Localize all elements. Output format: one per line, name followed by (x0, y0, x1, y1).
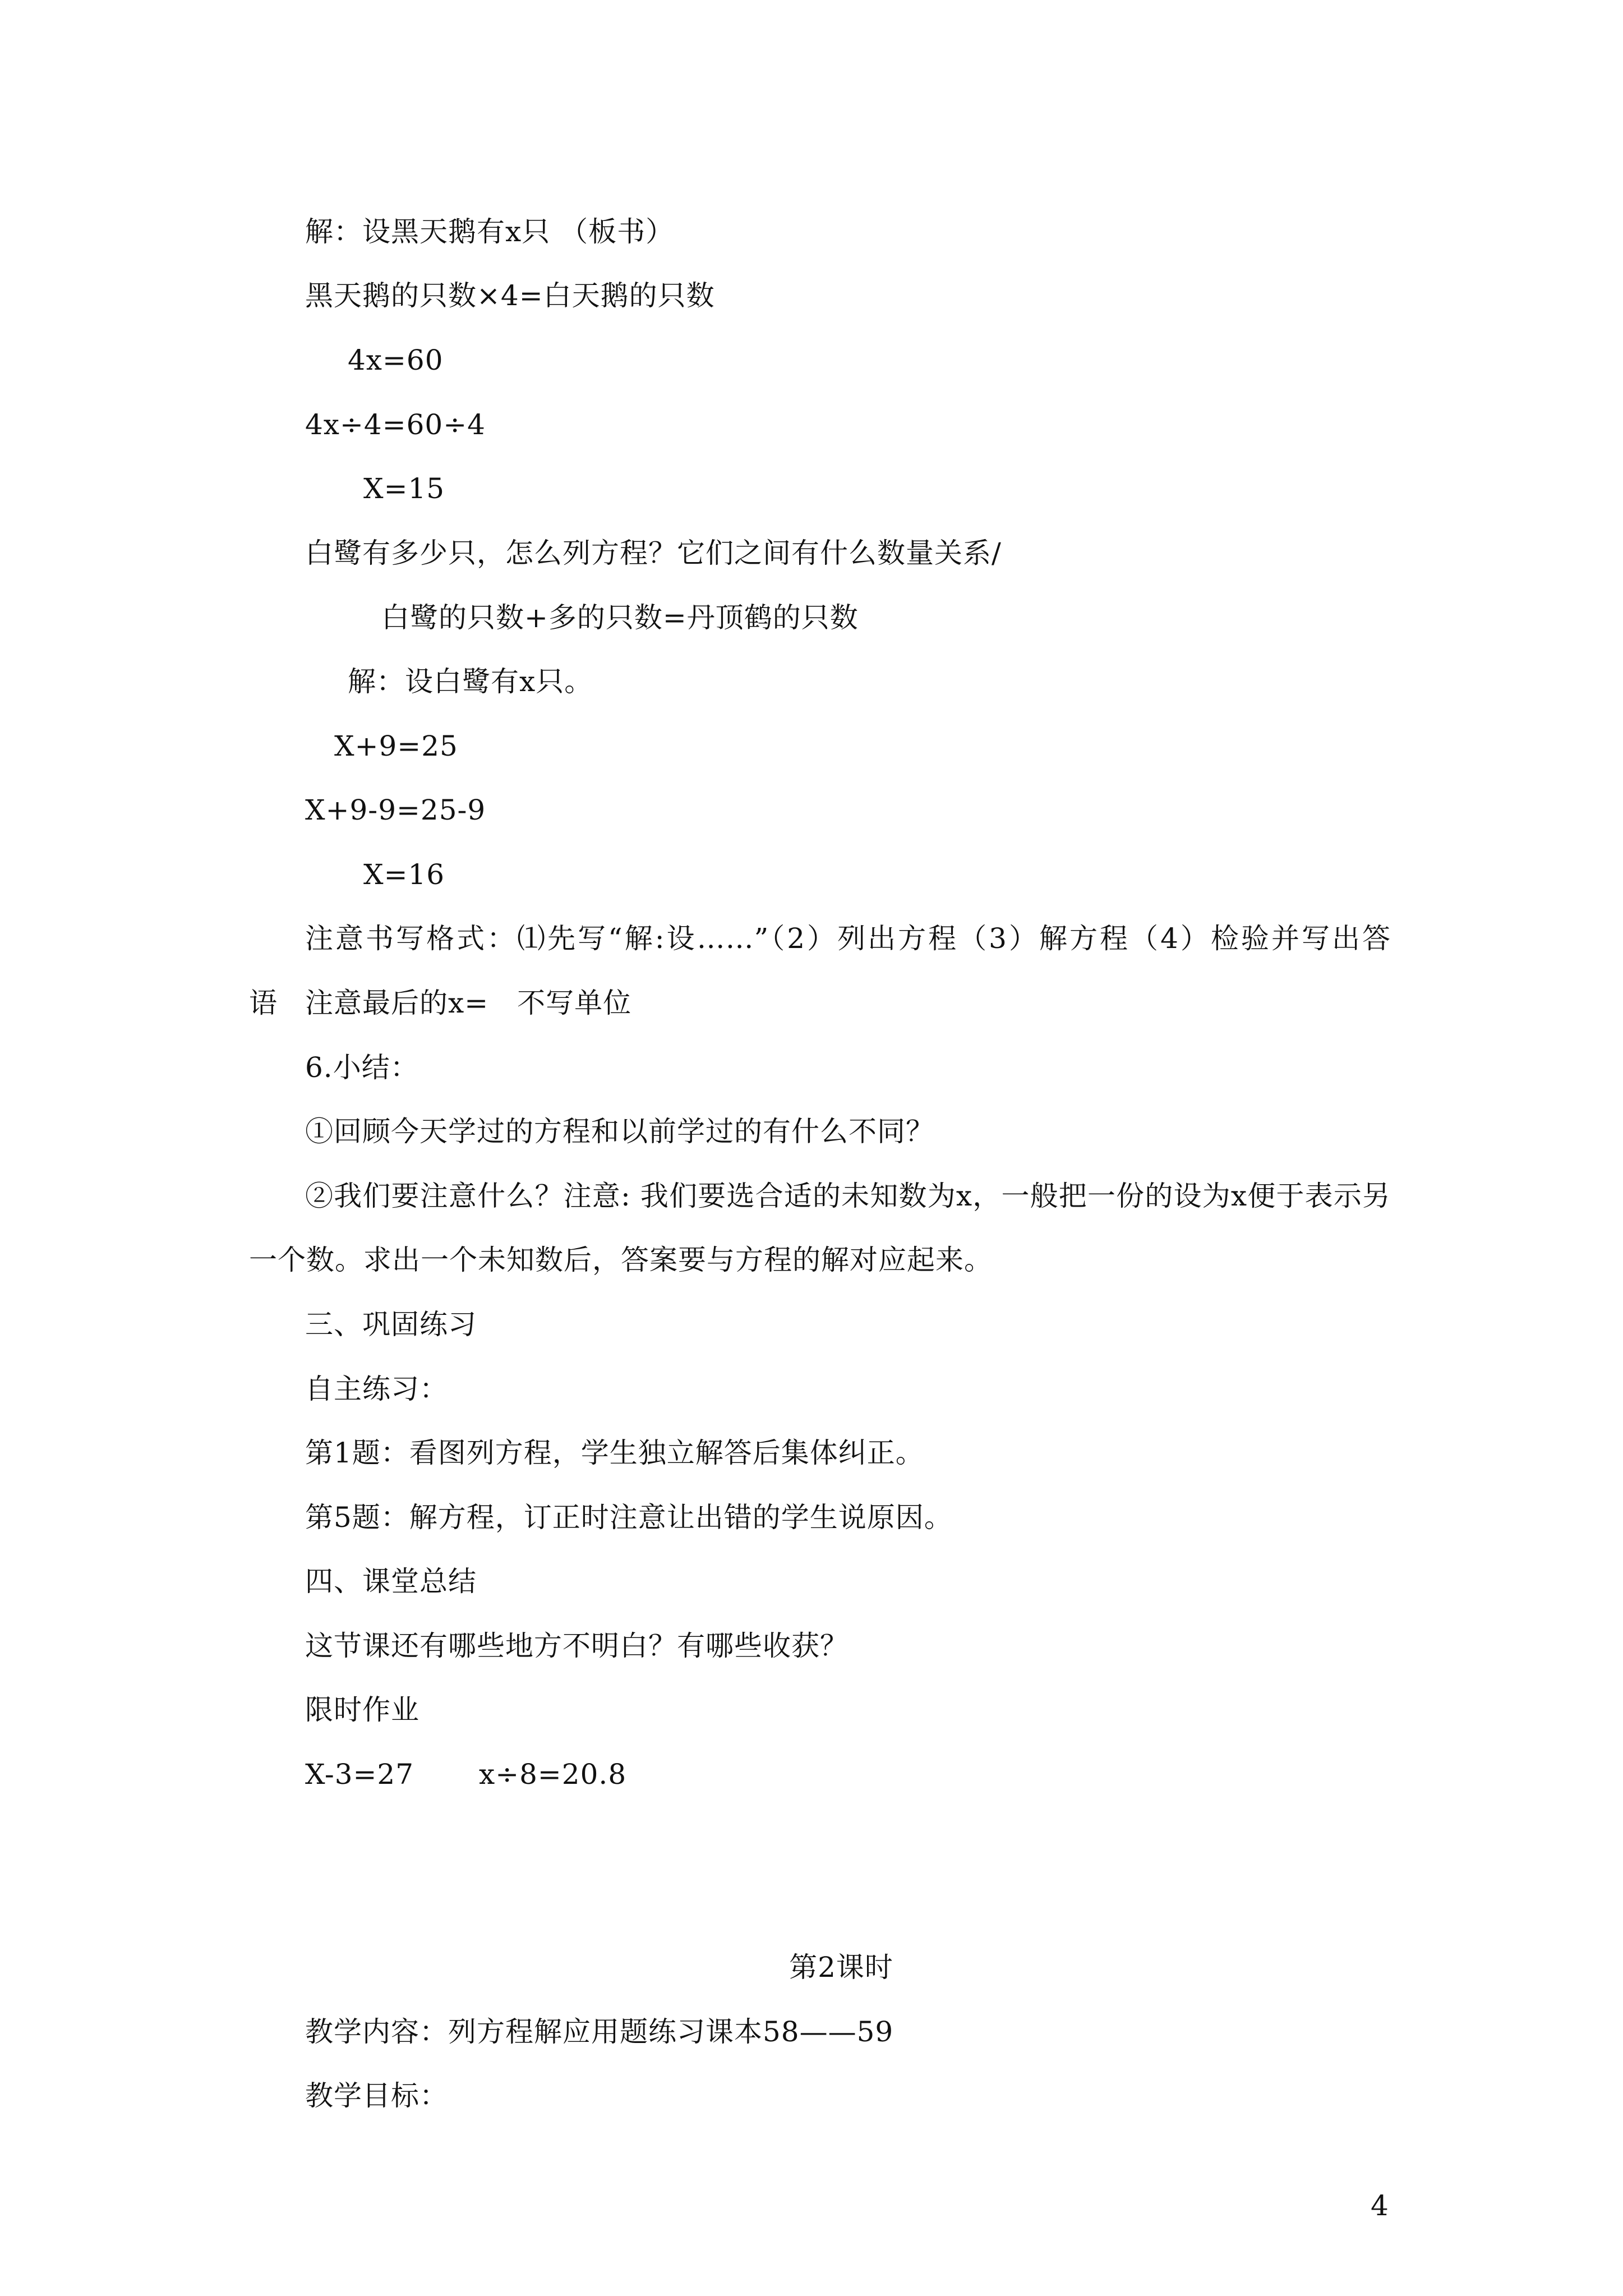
equation-line: X=15 (363, 472, 445, 505)
text-line: 限时作业 (305, 1694, 419, 1726)
text-line: ②我们要注意什么？注意: 我们要选合适的未知数为x，一般把一份的设为x便于表示另 (305, 1180, 1391, 1212)
text-line: 第1题：看图列方程，学生独立解答后集体纠正。 (305, 1437, 924, 1469)
equation-line: 4x÷4=60÷4 (305, 408, 486, 441)
section-heading: 四、课堂总结 (305, 1565, 477, 1598)
text-line: 白鹭有多少只，怎么列方程？它们之间有什么数量关系/ (305, 537, 1002, 569)
equation-line: X+9=25 (334, 730, 458, 762)
text-line: 注意最后的x= 不写单位 (305, 987, 632, 1019)
text-line-wrap: 语 (249, 987, 278, 1019)
page-number: 4 (1371, 2189, 1389, 2222)
equation-line: 4x=60 (348, 344, 444, 376)
text-line: 黑天鹅的只数×4=白天鹅的只数 (305, 279, 715, 312)
equation-line: x÷8=20.8 (479, 1758, 627, 1791)
text-line: 教学内容：列方程解应用题练习课本58——59 (305, 2016, 894, 2048)
text-line: ①回顾今天学过的方程和以前学过的有什么不同？ (305, 1115, 934, 1148)
text-line: 解：设白鹭有x只。 (348, 665, 593, 698)
text-line: 白鹭的只数+多的只数=丹顶鹤的只数 (381, 601, 859, 634)
equation-line: X+9-9=25-9 (305, 794, 486, 826)
text-line: 注意书写格式：⑴先写“解:设……”（2）列出方程（3）解方程（4）检验并写出答 (305, 922, 1391, 955)
equation-line: X=16 (363, 858, 445, 891)
text-line: 自主练习： (305, 1373, 448, 1405)
section-heading: 三、巩固练习 (305, 1308, 477, 1341)
text-line: 一个数。求出一个未知数后，答案要与方程的解对应起来。 (249, 1244, 993, 1276)
lesson-title: 第2课时 (789, 1951, 893, 1984)
text-line: 教学目标： (305, 2079, 448, 2112)
text-line: 这节课还有哪些地方不明白？有哪些收获？ (305, 1630, 849, 1662)
equation-line: X-3=27 (305, 1758, 414, 1791)
text-line: 解：设黑天鹅有x只 （板书） (305, 215, 675, 248)
text-line: 第5题：解方程，订正时注意让出错的学生说原因。 (305, 1501, 953, 1534)
section-heading: 6.小结： (305, 1051, 419, 1084)
